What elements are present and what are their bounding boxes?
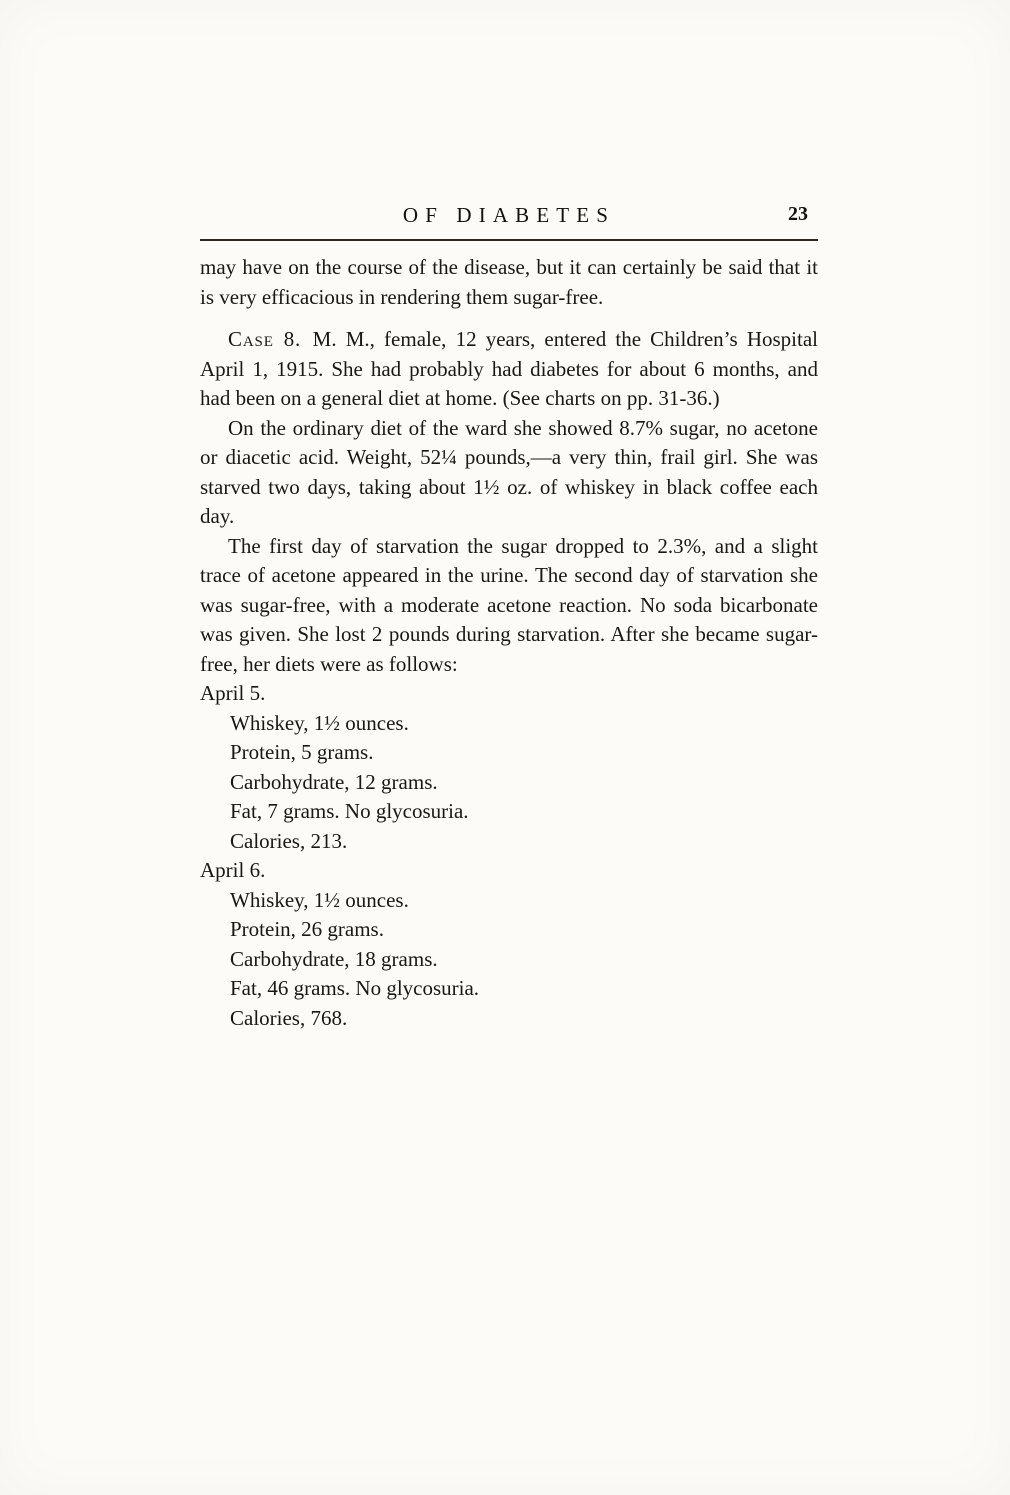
text-block <box>200 203 818 1033</box>
body-paragraph: may have on the course of the disease, but it can certainly be said that it is very efficacious in rendering them sugar-free. <box>200 255 818 309</box>
diet-item: Fat, 46 grams. No glycosuria. <box>230 976 480 1000</box>
diet-item: Protein, 26 grams. <box>230 917 384 941</box>
diet-date: April 5. <box>200 681 266 705</box>
diet-date: April 6. <box>200 858 266 882</box>
diet-item: Fat, 7 grams. No glycosuria. <box>230 799 469 823</box>
diet-item: Whiskey, 1½ ounces. <box>230 887 409 912</box>
diet-item: Carbohydrate, 18 grams. <box>230 946 438 971</box>
page-number: 23 <box>788 203 808 225</box>
body-paragraph: The first day of starvation the sugar dropped to 2.3%, and a slight trace of acetone appeared in the urine. The second day of starvation she was sugar-free, with a moderate acetone reaction. No soda bicarbonate was given. She lost 2 pounds during starvation. After she became sugar-free, her diets were as follows: <box>200 533 818 676</box>
diet-item: Protein, 5 grams. <box>230 740 374 764</box>
body-paragraph: On the ordinary diet of the ward she showed 8.7% sugar, no acetone or diacetic acid. Weight, 52¼ pounds,—a very thin, frail girl. She was starved two days, taking about 1½ oz. of whiskey in black coffee each day. <box>200 415 818 528</box>
body-paragraph <box>200 325 818 414</box>
running-head: OF DIABETES <box>402 203 616 227</box>
diet-item: Carbohydrate, 12 grams. <box>230 769 438 794</box>
case-label: Case 8. <box>228 327 302 351</box>
diet-item: Calories, 768. <box>230 1005 348 1030</box>
page-header <box>200 203 818 233</box>
diet-block <box>200 679 818 1033</box>
diet-item: Whiskey, 1½ ounces. <box>230 710 409 735</box>
header-rule <box>200 239 818 241</box>
diet-item: Calories, 213. <box>230 828 348 853</box>
paragraph-text: M. M., female, 12 years, entered the Children’s Hospital April 1, 1915. She had probably had diabetes for about 6 months, and had been on a general diet at home. (See charts on pp. 31-36.) <box>200 327 818 410</box>
body-text <box>200 253 818 1033</box>
